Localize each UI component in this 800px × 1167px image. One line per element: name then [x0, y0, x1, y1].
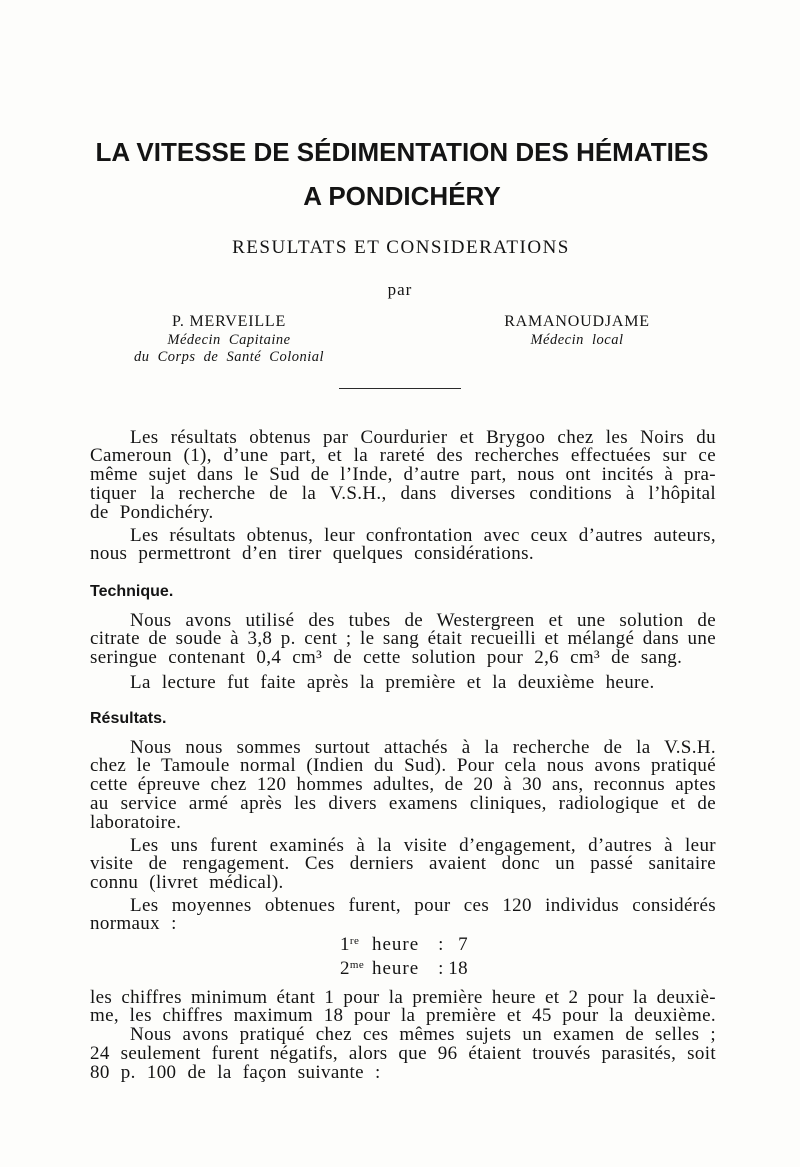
author-title: Médecin Capitaine	[167, 332, 291, 348]
average-value: 18	[448, 958, 468, 980]
text-line: les chiffres minimum étant 1 pour la première heure et 2 pour la deuxiè-	[90, 986, 716, 1008]
text-line: Nous avons pratiqué chez ces mêmes sujets un examen de selles ;	[130, 1024, 716, 1046]
text-line: Les résultats obtenus par Courdurier et Brygoo chez les Noirs du	[130, 426, 716, 448]
separator: :	[438, 958, 444, 980]
text-line: Nous nous sommes surtout attachés à la recherche de la V.S.H.	[130, 736, 716, 758]
text-line: 24 seulement furent négatifs, alors que 96 étaient trouvés parasités, soit	[90, 1042, 716, 1064]
intro-paragraph-1	[90, 426, 716, 523]
text-line: Les résultats obtenus, leur confrontation avec ceux d’autres auteurs,	[130, 524, 716, 546]
text-line: Les moyennes obtenues furent, pour ces 120 individus considérés	[130, 894, 716, 916]
text-line: Nous avons utilisé des tubes de Westergreen et une solution de	[130, 609, 716, 631]
author-title: Médecin local	[530, 332, 624, 348]
ordinal-suffix: re	[349, 935, 360, 948]
ordinal-number: 2	[340, 958, 350, 980]
resultats-paragraph-2	[90, 834, 716, 894]
text-line: 80 p. 100 de la façon suivante :	[90, 1061, 381, 1083]
ordinal-number: 1	[340, 934, 350, 956]
technique-paragraph-2	[90, 671, 716, 693]
text-line: laboratoire.	[90, 811, 182, 833]
average-row-second-hour	[340, 957, 716, 981]
text-line: La lecture fut faite après la première et la deuxième heure.	[130, 671, 655, 693]
text-line: Cameroun (1), d’une part, et la rareté des recherches effectuées sur ce	[90, 445, 716, 467]
text-line: normaux :	[90, 913, 177, 935]
text-line: me, les chiffres maximum 18 pour la première et 45 pour la deuxième.	[90, 1005, 716, 1027]
ordinal-suffix: me	[349, 959, 365, 972]
text-line: chez le Tamoule normal (Indien du Sud). Pour cela nous avons pratiqué	[90, 755, 716, 777]
text-line: de Pondichéry.	[90, 501, 214, 523]
article-title-line-2: A PONDICHÉRY	[303, 181, 501, 211]
author-affiliation: du Corps de Santé Colonial	[133, 349, 325, 365]
section-heading-resultats: Résultats.	[90, 709, 167, 727]
article-body	[90, 426, 716, 1083]
average-value: 7	[458, 934, 468, 956]
intro-paragraph-2	[90, 524, 716, 565]
text-line: tiquer la recherche de la V.S.H., dans diverses conditions à l’hôpital	[90, 482, 716, 504]
average-row-first-hour	[340, 933, 716, 957]
section-heading-technique: Technique.	[90, 583, 174, 601]
author-name: P. MERVEILLE	[171, 313, 287, 330]
byline-par: par	[387, 280, 413, 299]
averages-block	[90, 933, 716, 981]
technique-paragraph-1	[90, 609, 716, 669]
separator: :	[438, 934, 444, 956]
text-line: Les uns furent examinés à la visite d’engagement, d’autres à leur	[130, 834, 716, 856]
text-line: connu (livret médical).	[90, 872, 284, 894]
article-subtitle: RESULTATS ET CONSIDERATIONS	[232, 237, 570, 258]
text-line: visite de rengagement. Ces derniers avaient donc un passé sanitaire	[90, 853, 716, 875]
hour-label: heure	[372, 934, 420, 956]
resultats-paragraph-1	[90, 736, 716, 833]
author-block-left	[100, 312, 358, 366]
article-title-line-1: LA VITESSE DE SÉDIMENTATION DES HÉMATIES	[95, 137, 709, 167]
author-block-right	[467, 312, 687, 349]
text-line: au service armé après les divers examens cliniques, radiologique et de	[90, 792, 716, 814]
separator-rule	[339, 388, 461, 389]
resultats-paragraph-5	[90, 1026, 716, 1082]
hour-label: heure	[372, 958, 420, 980]
resultats-paragraph-3	[90, 894, 716, 935]
text-line: nous permettront d’en tirer quelques considérations.	[90, 543, 534, 565]
hour-ordinal	[340, 957, 372, 981]
hour-ordinal	[340, 933, 372, 957]
resultats-paragraph-4	[90, 986, 716, 1027]
author-name: RAMANOUDJAME	[504, 313, 650, 330]
text-line: citrate de soude à 3,8 p. cent ; le sang était recueilli et mélangé dans une	[90, 628, 716, 650]
text-line: cette épreuve chez 120 hommes adultes, de 20 à 30 ans, reconnus aptes	[90, 774, 716, 796]
text-line: même sujet dans le Sud de l’Inde, d’autre part, nous ont incités à pra-	[90, 464, 716, 486]
text-line: seringue contenant 0,4 cm³ de cette solution pour 2,6 cm³ de sang.	[90, 647, 683, 669]
